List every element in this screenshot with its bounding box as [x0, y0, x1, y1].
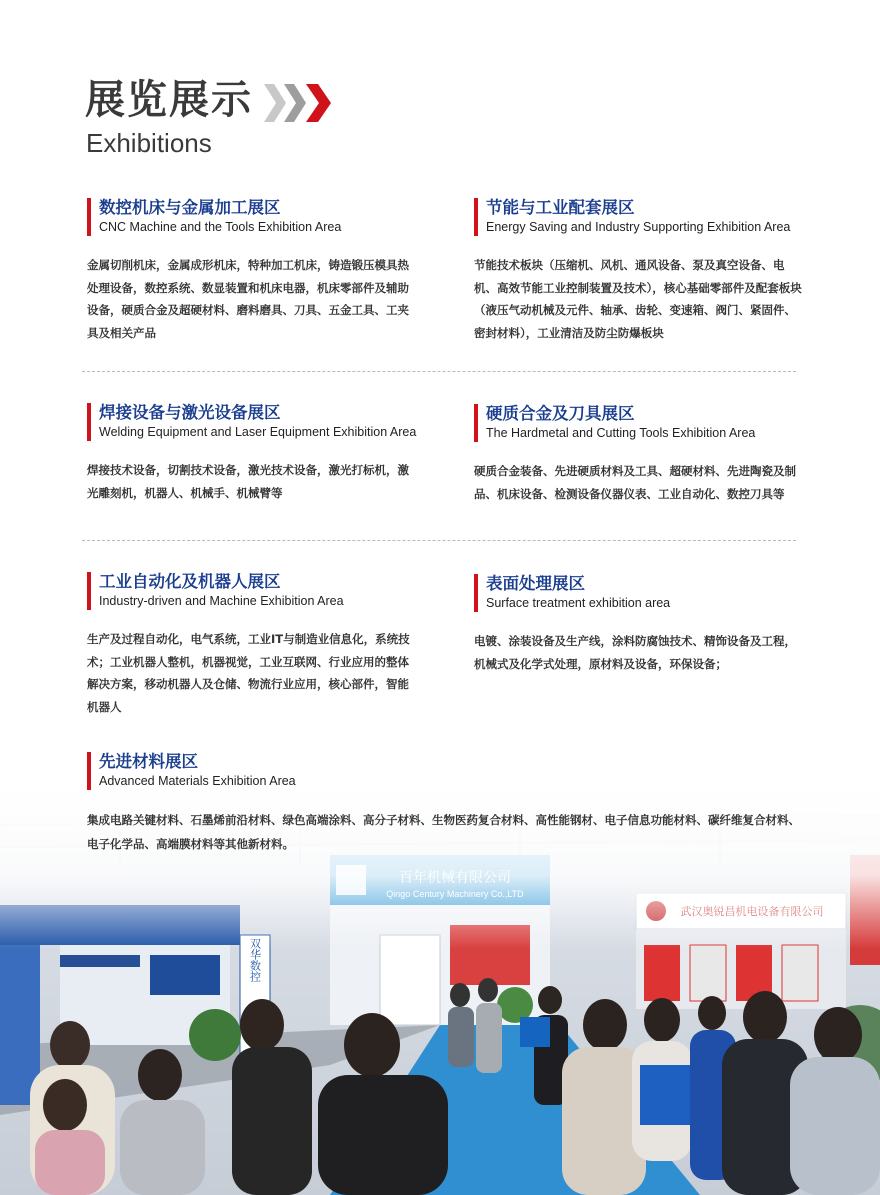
section-marker — [474, 198, 478, 236]
section-title-cn: 硬质合金及刀具展区 — [486, 404, 635, 423]
page-subtitle: Exhibitions — [86, 128, 212, 158]
section-title-en: Surface treatment exhibition area — [486, 596, 671, 610]
section-marker — [87, 198, 91, 236]
section-body: 集成电路关键材料、石墨烯前沿材料、绿色高端涂料、高分子材料、生物医药复合材料、高性能钢材、电子信息功能材料、碳纤维复合材料、电子化学品、高端膜材料等其他新材料。 — [87, 813, 800, 851]
section-title-en: Industry-driven and Machine Exhibition Area — [99, 594, 344, 608]
divider — [82, 540, 796, 541]
section-title-cn: 数控机床与金属加工展区 — [99, 198, 281, 217]
section-title-en: CNC Machine and the Tools Exhibition Area — [99, 220, 342, 234]
section-title-en: The Hardmetal and Cutting Tools Exhibition Area — [486, 426, 756, 440]
section-body: 生产及过程自动化，电气系统，工业IT与制造业信息化，系统技术；工业机器人整机，机器视觉，工业互联网、行业应用的整体解决方案，移动机器人及仓储、物流行业应用，核心部件，智能机器人 — [87, 632, 410, 714]
section-title-cn: 先进材料展区 — [99, 752, 198, 771]
page-title: 展览展示 — [85, 77, 253, 123]
section-title-cn: 表面处理展区 — [486, 574, 585, 593]
section-title-en: Advanced Materials Exhibition Area — [99, 774, 296, 788]
section-body: 焊接技术设备，切割技术设备，激光技术设备，激光打标机，激光雕刻机，机器人、机械手、机械臂等 — [87, 463, 409, 500]
section-marker — [474, 404, 478, 442]
section-title-en: Welding Equipment and Laser Equipment Exhibition Area — [99, 425, 417, 439]
section-body: 硬质合金装备、先进硬质材料及工具、超硬材料、先进陶瓷及制品、机床设备、检测设备仪器仪表、工业自动化、数控刀具等 — [474, 464, 796, 501]
section-marker — [87, 403, 91, 441]
chevron-arrows-icon — [264, 84, 334, 122]
section-body: 电镀、涂装设备及生产线，涂料防腐蚀技术、精饰设备及工程，机械式及化学式处理，原材料及设备，环保设备； — [474, 634, 796, 671]
divider — [82, 371, 796, 372]
section-body: 节能技术板块（压缩机、风机、通风设备、泵及真空设备、电机、高效节能工业控制装置及技术），核心基础零部件及配套板块（液压气动机械及元件、轴承、齿轮、变速箱、阀门、紧固件、密封材料），工业清洁及防尘防爆板块 — [474, 258, 802, 340]
section-title-cn: 工业自动化及机器人展区 — [99, 572, 281, 591]
section-marker — [87, 572, 91, 610]
section-title-en: Energy Saving and Industry Supporting Exhibition Area — [486, 220, 791, 234]
section-body: 金属切削机床，金属成形机床，特种加工机床，铸造锻压模具热处理设备，数控系统、数显装置和机床电器，机床零部件及辅助设备，硬质合金及超硬材料、磨料磨具、刀具、五金工具、工夹具及相关产品 — [87, 258, 409, 340]
section-title-cn: 焊接设备与激光设备展区 — [99, 403, 281, 422]
section-title-cn: 节能与工业配套展区 — [486, 198, 635, 217]
section-marker — [87, 752, 91, 790]
section-marker — [474, 574, 478, 612]
